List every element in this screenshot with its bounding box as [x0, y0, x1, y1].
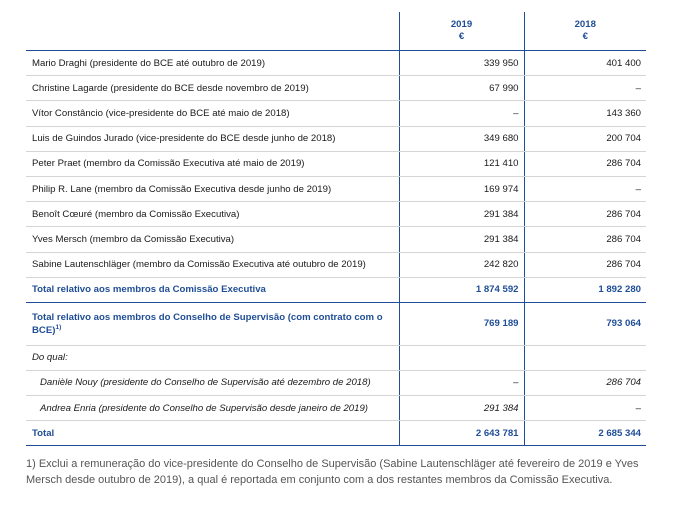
total-sup-label-cell: [26, 302, 399, 345]
row-value-2019: 67 990: [399, 76, 524, 101]
total-exec-label: Total relativo aos membros da Comissão Executiva: [26, 277, 399, 302]
row-value-2019: –: [399, 101, 524, 126]
row-value-2018: 286 704: [524, 252, 646, 277]
row-value-2018: 200 704: [524, 126, 646, 151]
table-row: [26, 176, 646, 201]
row-label: Peter Praet (membro da Comissão Executiva até maio de 2019): [26, 151, 399, 176]
total-executive-board-row: [26, 277, 646, 302]
row-label: Vítor Constâncio (vice-presidente do BCE até maio de 2018): [26, 101, 399, 126]
grand-total-2018: 2 685 344: [524, 421, 646, 446]
row-value-2018: 401 400: [524, 51, 646, 76]
table-row: [26, 126, 646, 151]
total-sup-2018: 793 064: [524, 302, 646, 345]
table-header: [26, 12, 646, 51]
row-label: Sabine Lautenschläger (membro da Comissão Executiva até outubro de 2019): [26, 252, 399, 277]
row-value-2018: –: [524, 176, 646, 201]
year-2018-label: 2018: [574, 19, 596, 30]
grand-total-2019: 2 643 781: [399, 421, 524, 446]
table-row: [26, 151, 646, 176]
row-value-2018: 286 704: [524, 151, 646, 176]
row-value-2019: 242 820: [399, 252, 524, 277]
row-value-2019: 291 384: [399, 202, 524, 227]
table-row: [26, 101, 646, 126]
sub-row-label: Andrea Enria (presidente do Conselho de Supervisão desde janeiro de 2019): [26, 396, 399, 421]
row-label: Luis de Guindos Jurado (vice-presidente do BCE desde junho de 2018): [26, 126, 399, 151]
row-label: Yves Mersch (membro da Comissão Executiva): [26, 227, 399, 252]
total-sup-label: Total relativo aos membros do Conselho de Supervisão (com contrato com o BCE): [32, 311, 383, 336]
sub-row-value-2018: 286 704: [524, 370, 646, 395]
sub-row: [26, 370, 646, 395]
row-label: Mario Draghi (presidente do BCE até outubro de 2019): [26, 51, 399, 76]
table-row: [26, 51, 646, 76]
table-row: [26, 202, 646, 227]
total-sup-2019: 769 189: [399, 302, 524, 345]
total-exec-2018: 1 892 280: [524, 277, 646, 302]
row-value-2018: 143 360: [524, 101, 646, 126]
total-supervisory-board-row: [26, 302, 646, 345]
sub-row-value-2019: –: [399, 370, 524, 395]
grand-total-row: [26, 421, 646, 446]
row-label: Benoît Cœuré (membro da Comissão Executiva): [26, 202, 399, 227]
row-value-2018: 286 704: [524, 202, 646, 227]
of-which-2019-empty: [399, 345, 524, 370]
row-label: Philip R. Lane (membro da Comissão Executiva desde junho de 2019): [26, 176, 399, 201]
row-value-2019: 169 974: [399, 176, 524, 201]
footnote: 1) Exclui a remuneração do vice-presidente do Conselho de Supervisão (Sabine Lautenschläger até fevereiro de 2019 e Yves Mersch desde outubro de 2019), a qual é reportada em conjunto com a dos restantes membros da Comissão Executiva.: [26, 458, 639, 486]
of-which-2018-empty: [524, 345, 646, 370]
currency-2018-label: €: [582, 31, 588, 42]
grand-total-label: Total: [26, 421, 399, 446]
table-row: [26, 252, 646, 277]
header-2019: [399, 12, 524, 51]
row-value-2019: 349 680: [399, 126, 524, 151]
header-2018: [524, 12, 646, 51]
row-value-2019: 339 950: [399, 51, 524, 76]
footnote-ref: 1): [55, 323, 62, 331]
row-label: Christine Lagarde (presidente do BCE desde novembro de 2019): [26, 76, 399, 101]
sub-row-value-2019: 291 384: [399, 396, 524, 421]
row-value-2018: –: [524, 76, 646, 101]
year-2019-label: 2019: [450, 19, 473, 30]
row-value-2019: 121 410: [399, 151, 524, 176]
sub-row-value-2018: –: [524, 396, 646, 421]
total-exec-2019: 1 874 592: [399, 277, 524, 302]
of-which-row: [26, 345, 646, 370]
row-value-2019: 291 384: [399, 227, 524, 252]
table-row: [26, 227, 646, 252]
header-label-cell: [26, 12, 399, 51]
row-value-2018: 286 704: [524, 227, 646, 252]
sub-row: [26, 396, 646, 421]
remuneration-table: [26, 12, 646, 446]
table-row: [26, 76, 646, 101]
currency-2019-label: €: [458, 31, 465, 42]
sub-row-label: Danièle Nouy (presidente do Conselho de Supervisão até dezembro de 2018): [26, 370, 399, 395]
of-which-label: Do qual:: [26, 345, 399, 370]
